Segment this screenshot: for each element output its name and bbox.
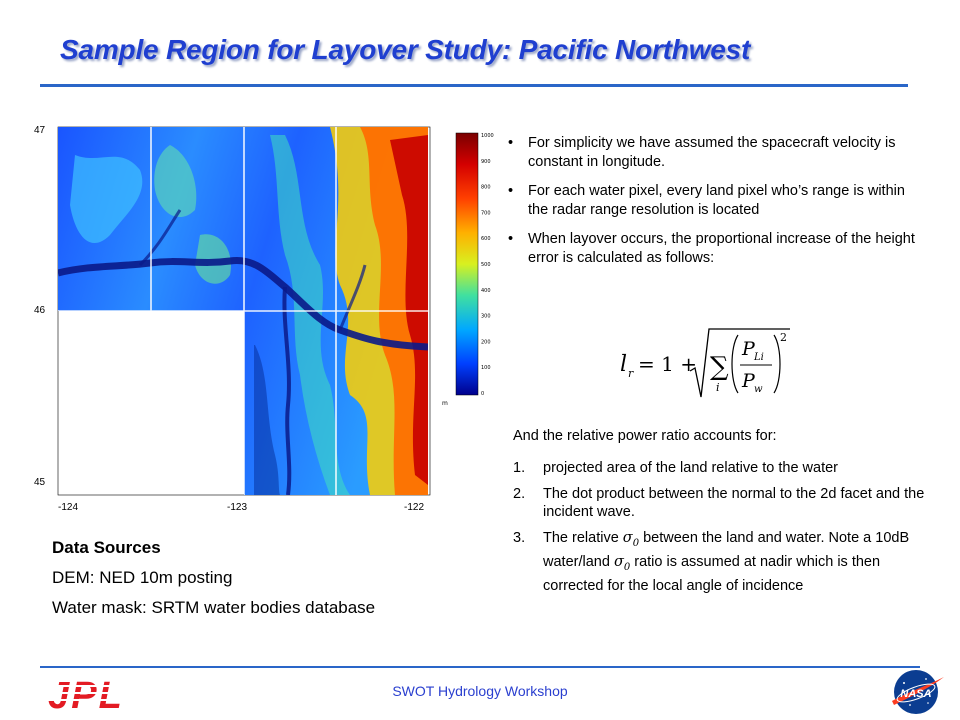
colorbar xyxy=(456,133,478,395)
colorbar-tick-label: 900 xyxy=(481,158,491,165)
bullet-item: • For simplicity we have assumed the spacecraft velocity is constant in longitude. xyxy=(508,134,928,172)
formula-sum-index: i xyxy=(716,381,720,394)
ratio-item-number: 3. xyxy=(513,530,526,546)
ratio-item-text: The dot product between the normal to the 2d facet and the incident wave. xyxy=(543,486,925,520)
colorbar-unit: m xyxy=(442,400,448,407)
elevation-map xyxy=(30,115,494,515)
x-tick-122: -122 xyxy=(404,502,425,513)
ratio-list xyxy=(513,459,933,603)
data-sources-title: Data Sources xyxy=(52,538,161,557)
ratio-item-text: projected area of the land relative to the water xyxy=(543,460,839,476)
formula-numerator-sub: Li xyxy=(754,352,764,363)
colorbar-tick-label: 0 xyxy=(481,391,485,397)
formula-lhs-sub: r xyxy=(628,367,634,380)
x-tick-123: -123 xyxy=(227,502,248,513)
ratio-item-text: The relative $\sigma_0$ between the land and water. Note a 10dB water/land $\sigma_0$ ratio is assumed at nadir which is then corrected for the local angle of incidence xyxy=(543,530,910,594)
colorbar-tick-label: 1000 xyxy=(481,133,494,139)
colorbar-tick-label: 800 xyxy=(481,184,491,191)
ratio-item xyxy=(513,529,933,595)
x-tick-124: -124 xyxy=(58,502,79,513)
water-mask-source: Water mask: SRTM water bodies database xyxy=(52,598,376,617)
y-tick-46: 46 xyxy=(34,305,46,316)
y-tick-45: 45 xyxy=(34,477,46,488)
colorbar-tick-label: 500 xyxy=(481,262,491,268)
layover-formula xyxy=(614,325,794,405)
formula-numerator: P xyxy=(742,338,755,360)
ratio-item xyxy=(513,459,933,477)
data-sources xyxy=(52,538,375,618)
colorbar-tick-label: 100 xyxy=(481,365,491,372)
elevation-map-figure xyxy=(30,115,494,515)
y-tick-47: 47 xyxy=(34,125,46,136)
footer-divider xyxy=(40,666,920,668)
svg-text:NASA: NASA xyxy=(900,688,932,700)
ratio-intro: And the relative power ratio accounts for: xyxy=(513,428,777,444)
method-bullets xyxy=(508,134,928,278)
title-divider xyxy=(40,84,908,87)
formula-denominator-sub: w xyxy=(754,384,763,395)
formula-denominator: P xyxy=(742,370,755,392)
svg-text:JPL: JPL xyxy=(48,675,124,717)
ratio-item-number: 2. xyxy=(513,486,526,502)
colorbar-tick-label: 300 xyxy=(481,313,491,320)
footer-text: SWOT Hydrology Workshop xyxy=(392,683,568,699)
ratio-item xyxy=(513,485,933,521)
formula-equals: = 1 + xyxy=(638,352,697,376)
formula-exponent: 2 xyxy=(780,331,787,344)
sigma-symbol: $\sigma_0$ xyxy=(613,553,631,573)
page-title: Sample Region for Layover Study: Pacific Northwest xyxy=(60,34,751,65)
bullet-item: • When layover occurs, the proportional increase of the height error is calculated as follows: xyxy=(508,230,928,268)
dem-source: DEM: NED 10m posting xyxy=(52,568,233,587)
colorbar-tick-label: 700 xyxy=(481,210,491,217)
colorbar-tick-label: 200 xyxy=(481,339,491,346)
colorbar-tick-label: 400 xyxy=(481,287,491,294)
bullet-item: • For each water pixel, every land pixel who’s range is within the radar range resolution is located xyxy=(508,182,928,220)
formula-lhs: l xyxy=(620,352,628,377)
ratio-item-number: 1. xyxy=(513,460,526,476)
sigma-symbol: $\sigma_0$ xyxy=(622,530,640,549)
nasa-logo xyxy=(888,667,946,717)
formula-sigma: ∑ xyxy=(710,352,729,382)
colorbar-tick-label: 600 xyxy=(481,236,491,243)
